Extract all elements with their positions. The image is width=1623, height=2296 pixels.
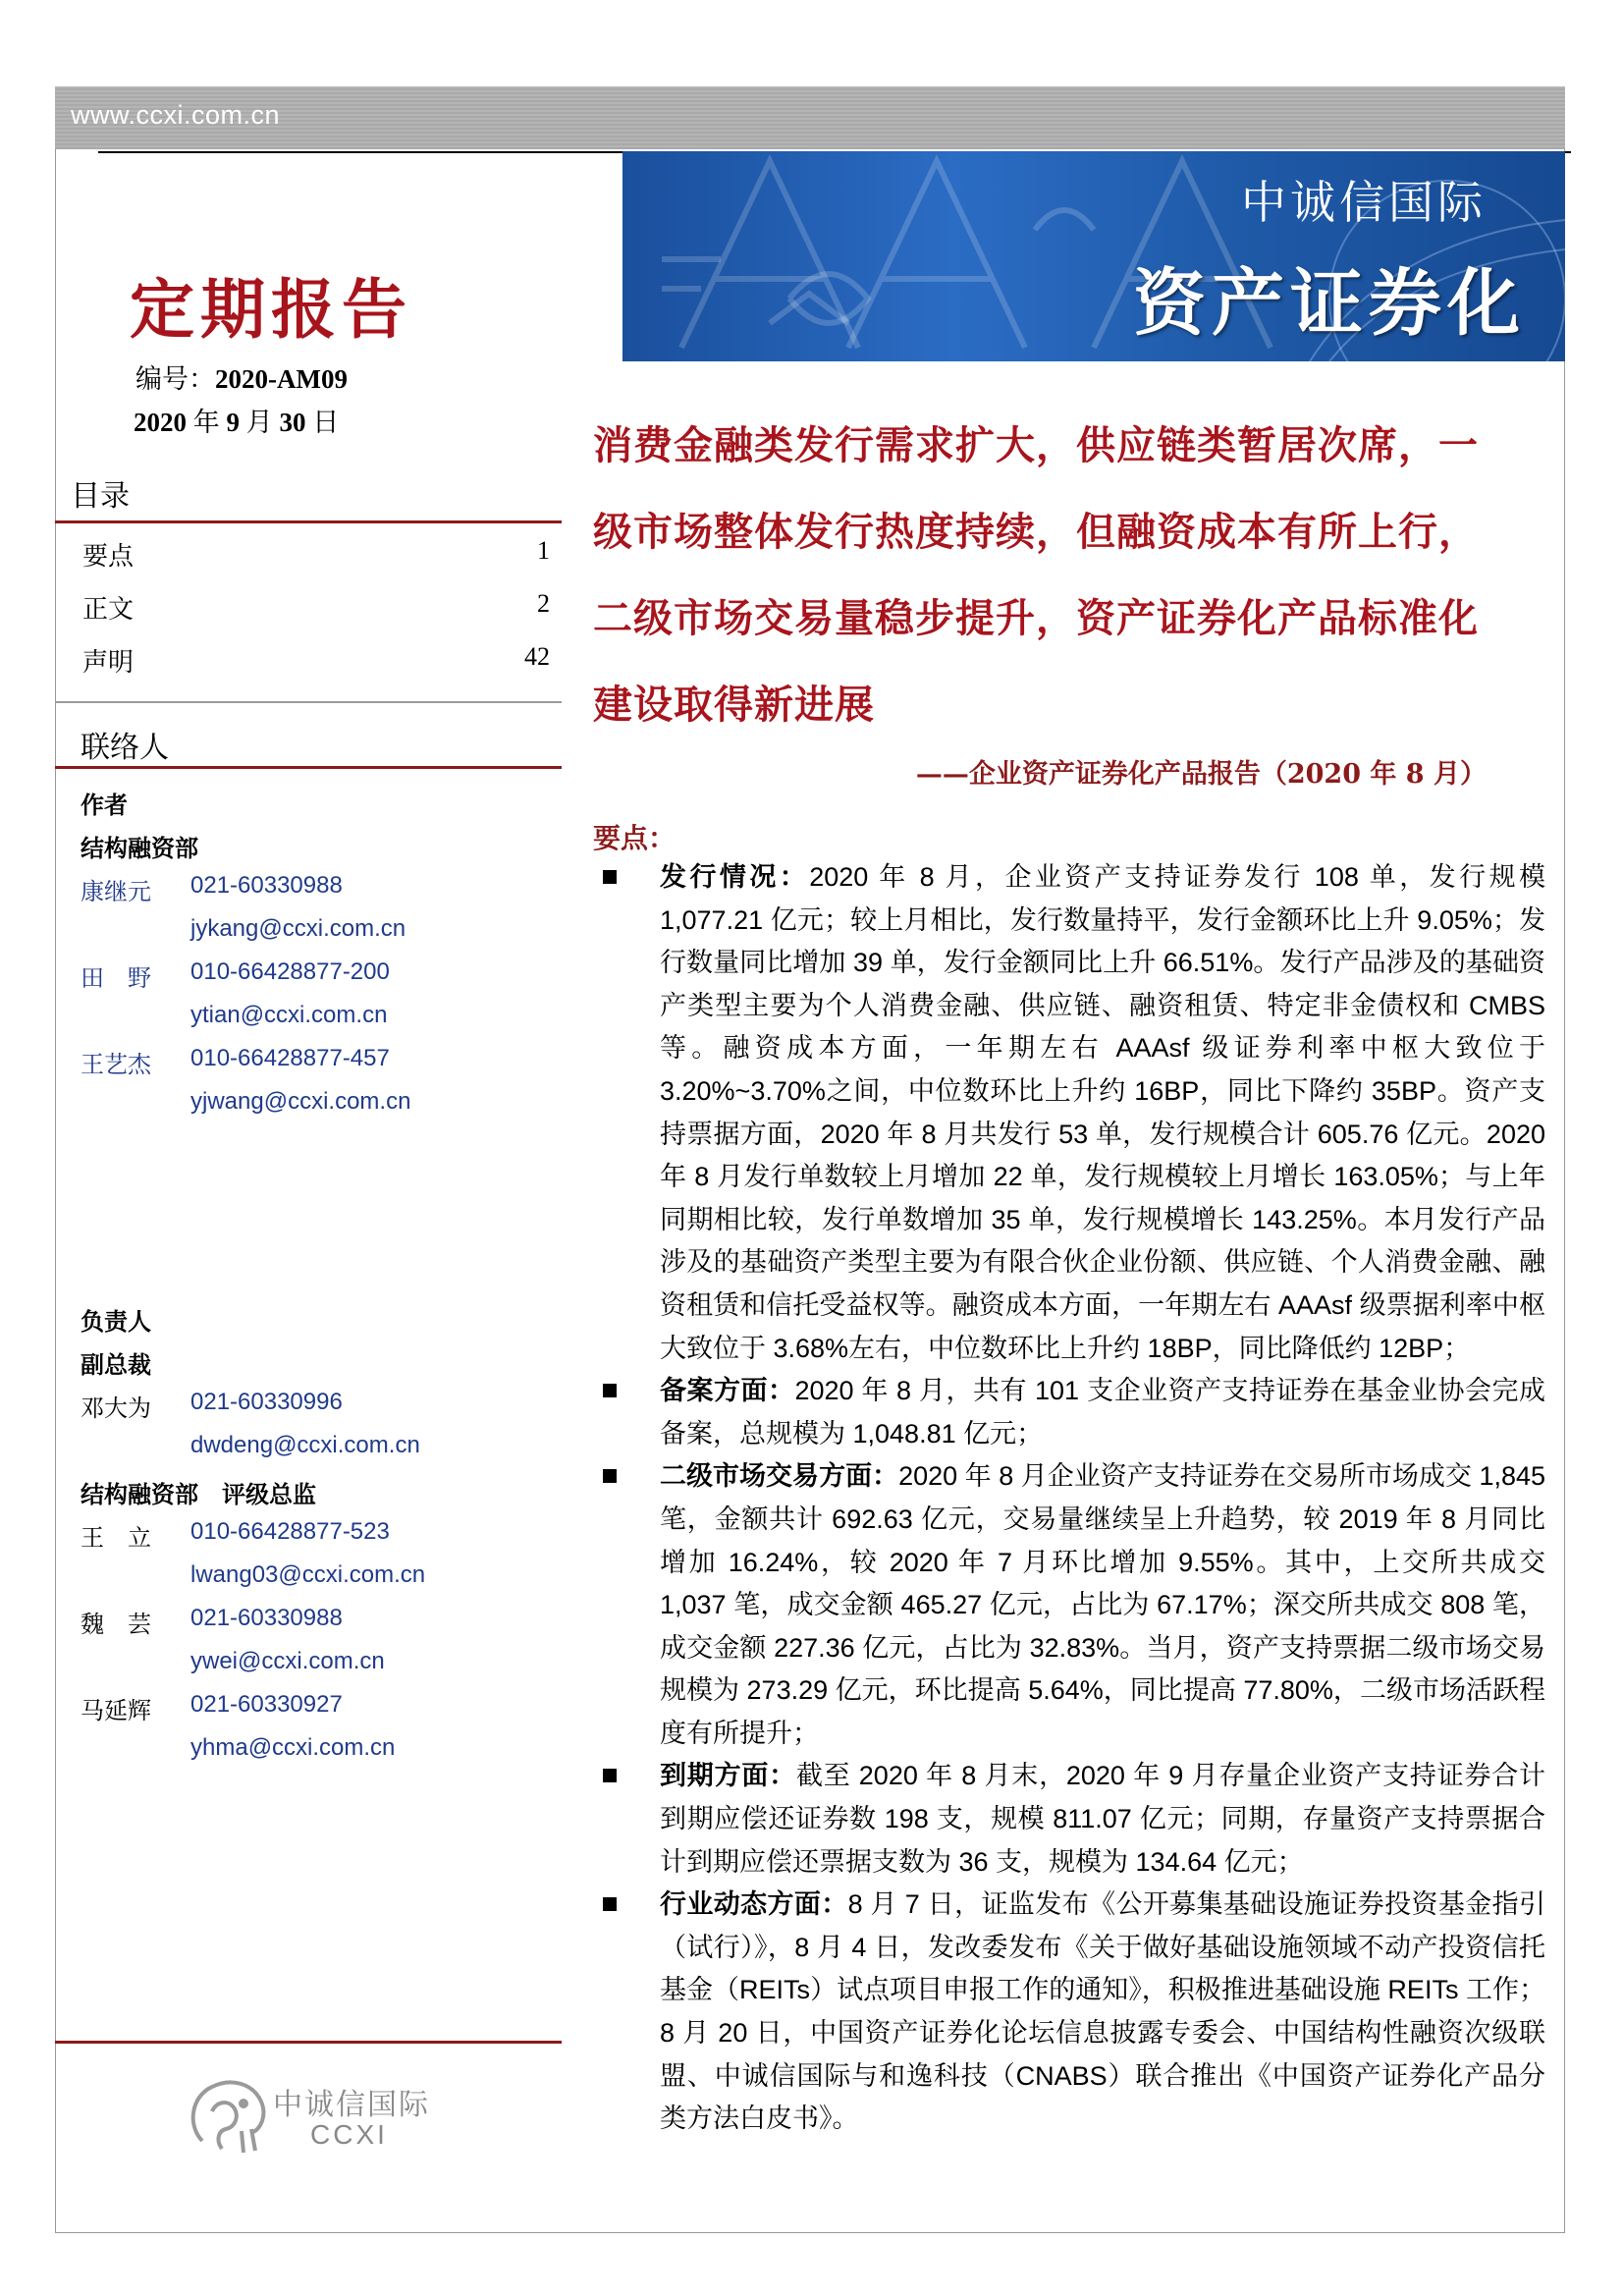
contact-email[interactable]: jykang@ccxi.com.cn bbox=[190, 915, 406, 942]
contact-phone[interactable]: 010-66428877-200 bbox=[190, 958, 390, 985]
left-bottom-rule bbox=[55, 2041, 562, 2044]
bullet-text: 2020 年 8 月，共有 101 支企业资产支持证券在基金业协会完成备案，总规模为 1,048.81 亿元； bbox=[660, 1376, 1546, 1449]
logo-text-en: CCXI bbox=[310, 2119, 388, 2150]
header-bar bbox=[55, 86, 1565, 149]
document-date bbox=[134, 401, 339, 439]
toc-bottom-rule bbox=[55, 701, 562, 703]
date-year: 2020 bbox=[134, 408, 187, 437]
report-subtitle: ——企业资产证券化产品报告（2020 年 8 月） bbox=[915, 759, 1487, 790]
contact-name: 王 立 bbox=[81, 1524, 151, 1552]
contact-phone[interactable]: 021-60330996 bbox=[190, 1389, 343, 1415]
ccxi-elephant-logo-icon bbox=[183, 2072, 281, 2160]
contact-email[interactable]: yhma@ccxi.com.cn bbox=[190, 1734, 396, 1761]
list-item bbox=[593, 1755, 1545, 1884]
logo-text-cn: 中诚信国际 bbox=[273, 2088, 430, 2122]
date-day: 30 bbox=[279, 408, 306, 437]
toc-item-page: 1 bbox=[537, 536, 550, 565]
toc-item-label: 正文 bbox=[82, 595, 135, 625]
toc-item-page: 42 bbox=[524, 642, 550, 671]
bullet-text: 2020 年 8 月，企业资产支持证券发行 108 单，发行规模 1,077.21 亿元；较上月相比，发行数量持平，发行金额环比上升 9.05%；发行数量同比增加 39 单，发行金额同比上升 66.51%。发行产品涉及的基础资产类型主要为个人消费金融、供应链、融资租赁、特定非金债权和 CMBS 等。融资成本方面，一年期左右 AAAsf 级证券利率中枢大致位于 3.20%~3.70%之间，中位数环比上升约 16BP，同比下降约 35BP。资产支持票据方面，2020 年 8 月共发行 53 单，发行规模合计 605.76 亿元。2020 年 8 月发行单数较上月增加 22 单，发行规模较上月增长 163.05%；与上年同期相比较，发行单数增加 35 单，发行规模增长 143.25%。本月发行产品涉及的基础资产类型主要为有限合伙企业份额、供应链、个人消费金融、融资租赁和信托受益权等。融资成本方面，一年期左右 AAAsf 级票据利率中枢大致位于 3.68%左右，中位数环比上升约 18BP，同比降低约 12BP； bbox=[660, 862, 1546, 1363]
contact-name: 田 野 bbox=[81, 964, 151, 992]
date-year-unit: 年 bbox=[187, 408, 227, 437]
contact-phone[interactable]: 021-60330927 bbox=[190, 1691, 343, 1718]
contact-email[interactable]: dwdeng@ccxi.com.cn bbox=[190, 1432, 420, 1458]
bullet-square-icon bbox=[603, 1769, 617, 1782]
document-type-title: 定期报告 bbox=[130, 271, 412, 348]
banner-brand: 中诚信国际 bbox=[1241, 176, 1487, 229]
bullet-lead: 二级市场交易方面： bbox=[660, 1461, 899, 1493]
contacts-rule bbox=[55, 766, 562, 769]
contact-name: 王艺杰 bbox=[81, 1051, 151, 1078]
contact-email[interactable]: yjwang@ccxi.com.cn bbox=[190, 1088, 411, 1115]
bullet-lead: 到期方面： bbox=[660, 1761, 796, 1792]
contact-name: 魏 芸 bbox=[81, 1611, 151, 1638]
bullet-text: 截至 2020 年 8 月末，2020 年 9 月存量企业资产支持证券合计到期应偿还证券数 198 支，规模 811.07 亿元；同期，存量资产支持票据合计到期应偿还票据支数为 36 支，规模为 134.64 亿元； bbox=[660, 1761, 1546, 1877]
document-number-label: 编号： bbox=[135, 364, 215, 394]
toc-heading: 目录 bbox=[71, 479, 130, 514]
toc-item[interactable] bbox=[82, 642, 550, 679]
toc-item-label: 要点 bbox=[82, 542, 135, 572]
bullet-square-icon bbox=[603, 1897, 617, 1911]
keypoints-label: 要点： bbox=[593, 822, 676, 854]
list-item bbox=[593, 856, 1545, 1370]
bullet-lead: 备案方面： bbox=[660, 1376, 795, 1407]
contact-email[interactable]: lwang03@ccxi.com.cn bbox=[190, 1561, 426, 1588]
vp-title: 副总裁 bbox=[81, 1351, 151, 1379]
bullet-lead: 行业动态方面： bbox=[660, 1889, 848, 1921]
contact-name: 马延辉 bbox=[81, 1697, 151, 1724]
toc-item[interactable] bbox=[82, 589, 550, 626]
director-title: 结构融资部 评级总监 bbox=[81, 1481, 316, 1508]
contact-phone[interactable]: 021-60330988 bbox=[190, 872, 343, 899]
list-item bbox=[593, 1455, 1545, 1755]
author-label: 作者 bbox=[81, 792, 128, 819]
banner bbox=[622, 151, 1565, 361]
contact-phone[interactable]: 010-66428877-523 bbox=[190, 1518, 390, 1545]
toc-rule bbox=[55, 520, 562, 523]
contact-email[interactable]: ywei@ccxi.com.cn bbox=[190, 1648, 385, 1674]
bullet-lead: 发行情况： bbox=[660, 862, 810, 893]
banner-title: 资产证券化 bbox=[1133, 261, 1526, 346]
bullet-square-icon bbox=[603, 1384, 617, 1397]
head-label: 负责人 bbox=[81, 1308, 151, 1336]
bullet-square-icon bbox=[603, 1469, 617, 1483]
list-item bbox=[593, 1370, 1545, 1455]
contacts-heading: 联络人 bbox=[81, 731, 169, 765]
document-number-value: 2020-AM09 bbox=[215, 364, 348, 394]
contact-name: 康继元 bbox=[81, 878, 151, 905]
keypoints-list bbox=[593, 856, 1545, 2141]
contact-email[interactable]: ytian@ccxi.com.cn bbox=[190, 1002, 388, 1028]
date-month: 9 bbox=[226, 408, 240, 437]
author-dept: 结构融资部 bbox=[81, 835, 198, 862]
document-number bbox=[135, 357, 348, 396]
bullet-text: 2020 年 8 月企业资产支持证券在交易所市场成交 1,845 笔，金额共计 692.63 亿元，交易量继续呈上升趋势，较 2019 年 8 月同比增加 16.24%，较 2020 年 7 月环比增加 9.55%。其中，上交所共成交 1,037 笔，成交金额 465.27 亿元，占比为 67.17%；深交所共成交 808 笔，成交金额 227.36 亿元，占比为 32.83%。当月，资产支持票据二级市场交易规模为 273.29 亿元，环比提高 5.64%，同比提高 77.80%，二级市场活跃程度有所提升； bbox=[660, 1461, 1546, 1748]
site-url[interactable]: www.ccxi.com.cn bbox=[71, 100, 281, 130]
list-item bbox=[593, 1884, 1545, 2141]
date-day-unit: 日 bbox=[305, 408, 340, 437]
bullet-text: 8 月 7 日，证监发布《公开募集基础设施证券投资基金指引（试行）》，8 月 4 日，发改委发布《关于做好基础设施领域不动产投资信托基金（REITs）试点项目申报工作的通知》，积极推进基础设施 REITs 工作；8 月 20 日，中国资产证券化论坛信息披露专委会、中国结构性融资次级联盟、中诚信国际与和逸科技（CNABS）联合推出《中国资产证券化产品分类方法白皮书》。 bbox=[660, 1889, 1546, 2134]
report-headline: 消费金融类发行需求扩大，供应链类暂居次席，一级市场整体发行热度持续，但融资成本有所上行，二级市场交易量稳步提升，资产证券化产品标准化建设取得新进展 bbox=[593, 422, 1479, 728]
bullet-square-icon bbox=[603, 870, 617, 884]
contact-name: 邓大为 bbox=[81, 1394, 151, 1422]
toc-item[interactable] bbox=[82, 536, 550, 573]
contact-phone[interactable]: 021-60330988 bbox=[190, 1605, 343, 1631]
toc-item-label: 声明 bbox=[82, 648, 135, 678]
date-month-unit: 月 bbox=[240, 408, 280, 437]
contact-phone[interactable]: 010-66428877-457 bbox=[190, 1045, 390, 1071]
toc-item-page: 2 bbox=[537, 589, 550, 618]
